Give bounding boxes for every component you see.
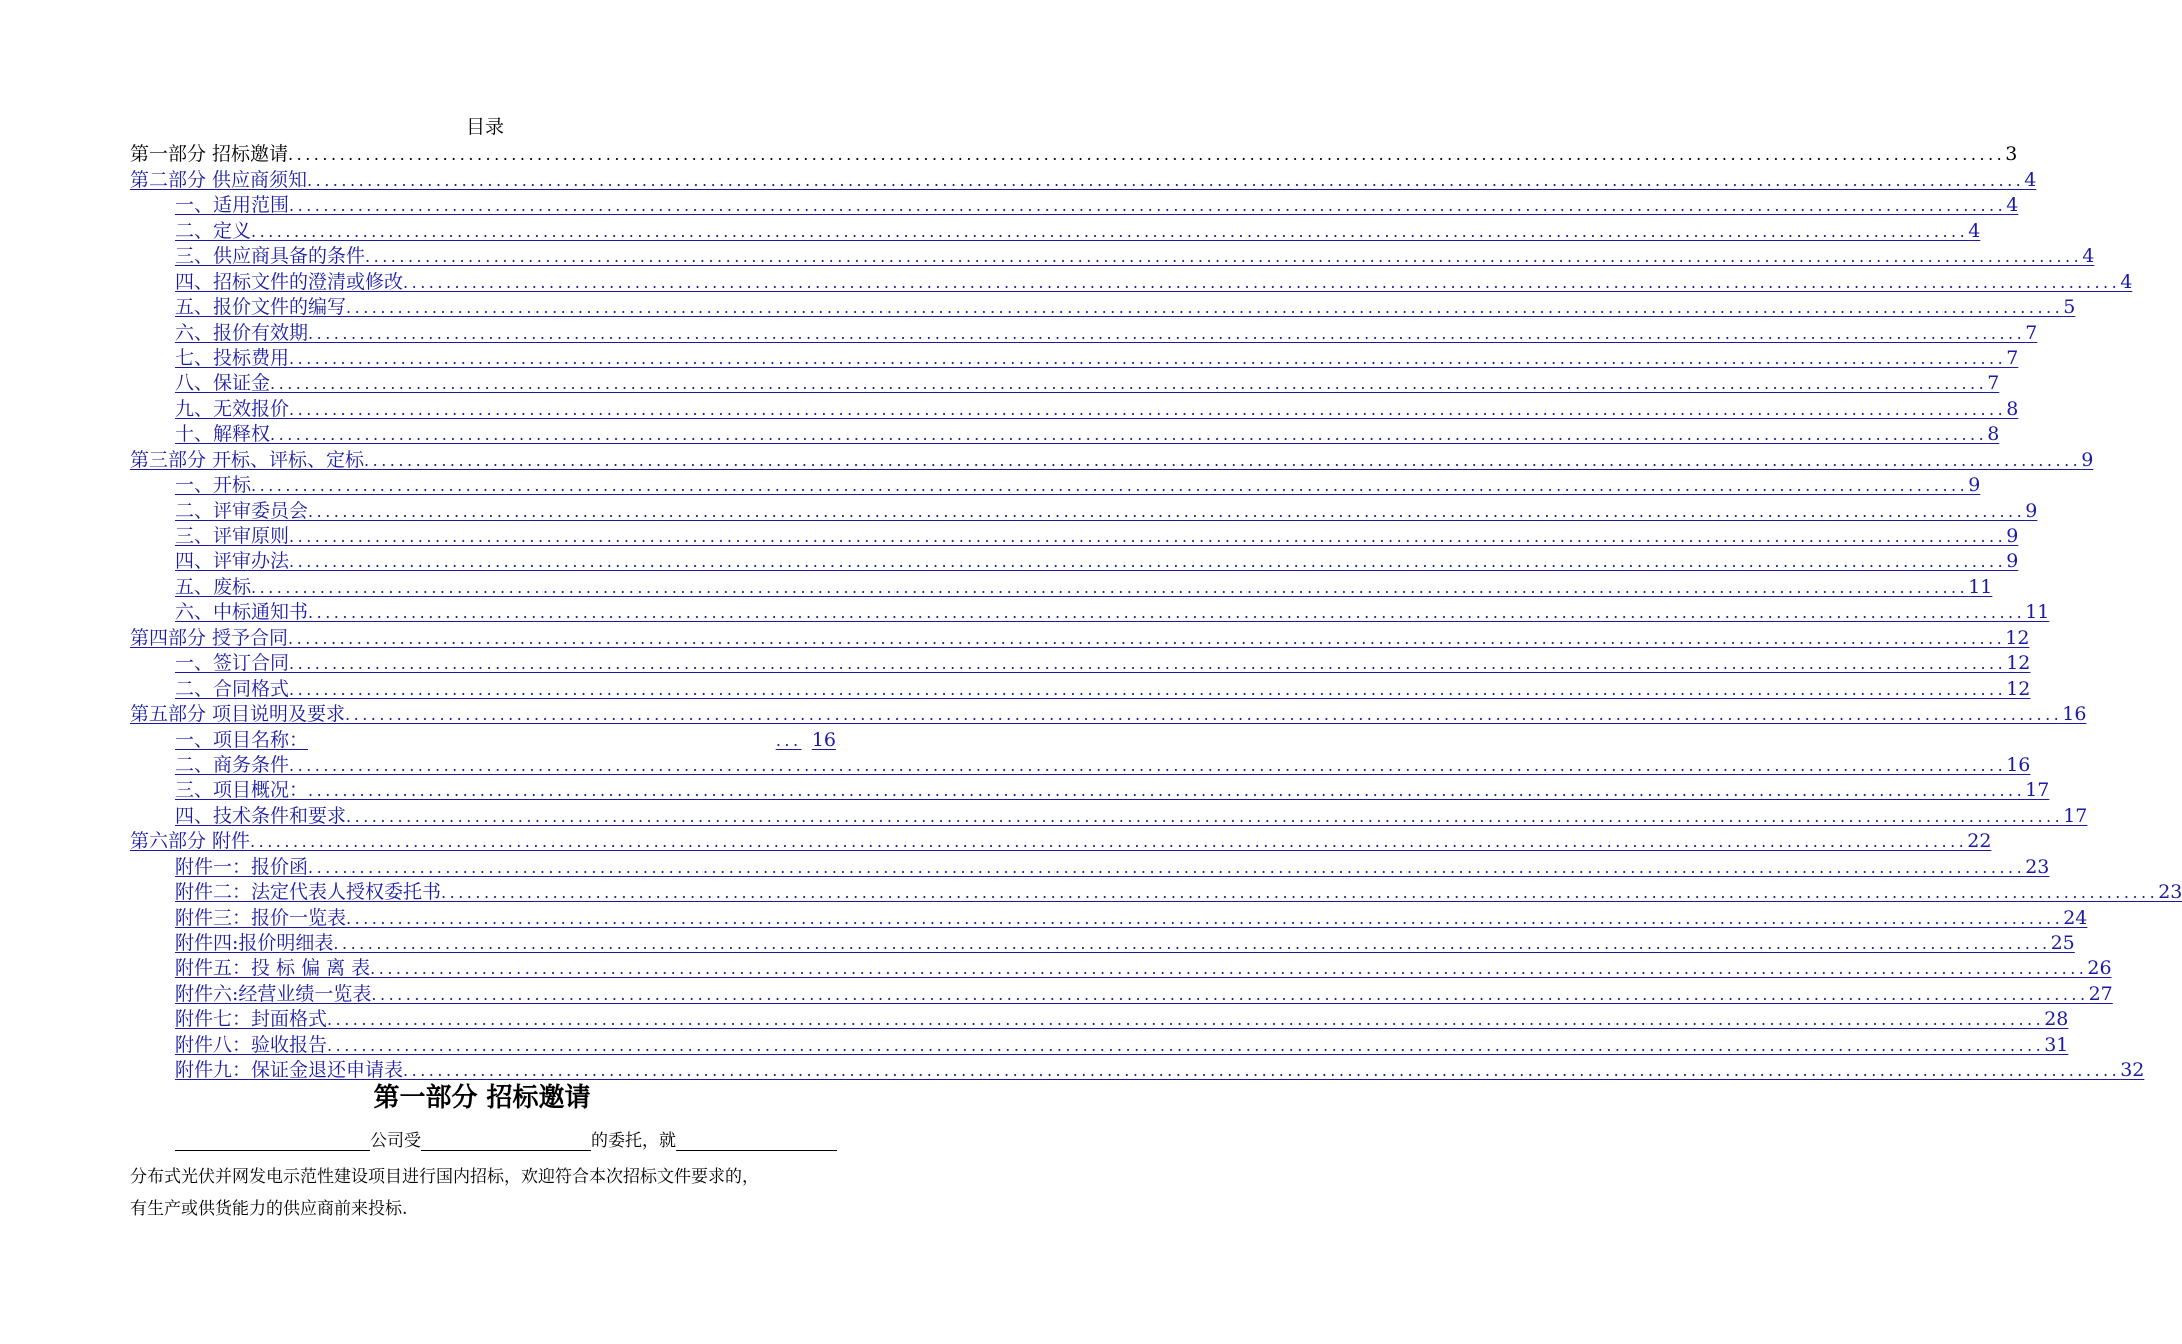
- toc-entry-page: 4: [1968, 219, 1981, 242]
- toc-entry-page: 9: [2006, 525, 2019, 547]
- toc-leader-dots: ........................................................................................................................................................................................................: [327, 1010, 2045, 1030]
- toc-leader-dots: ........................................................................................................................................................................................................: [333, 934, 2051, 953]
- toc-entry-page: 7: [1987, 372, 2000, 395]
- toc-leader-dots: ........................................................................................................................................................................................................: [403, 272, 2121, 292]
- toc-entry-label: 四、评审办法: [175, 550, 290, 573]
- toc-title: 目录: [465, 116, 504, 138]
- table-of-contents: [130, 141, 2182, 1082]
- toc-leader-dots: ........................................................................................................................................................................................................: [346, 298, 2064, 318]
- toc-leader-dots: ........................................................................................................................................................................................................: [370, 959, 2088, 979]
- toc-leader-dots: ........................................................................................................................................................................................................: [371, 984, 2089, 1004]
- toc-entry-page: 12: [2006, 677, 2031, 700]
- toc-leader-dots: ........................................................................................................................................................................................................: [307, 170, 2025, 190]
- toc-leader-dots: ........................................................................................................................................................................................................: [345, 705, 2063, 725]
- toc-entry[interactable]: [130, 904, 2088, 929]
- toc-leader-dots: ........................................................................................................................................................................................................: [403, 1061, 2121, 1081]
- toc-entry-label: 四、招标文件的澄清或修改: [175, 270, 404, 293]
- toc-entry-label: 一、开标: [175, 474, 252, 497]
- toc-entry-label: 第五部分 项目说明及要求: [130, 703, 346, 726]
- toc-entry-label: 二、定义: [175, 219, 252, 242]
- toc-entry[interactable]: [130, 930, 2075, 955]
- toc-entry-label: 七、投标费用: [175, 346, 290, 369]
- toc-entry[interactable]: [130, 675, 2031, 700]
- toc-entry-page: 9: [2006, 550, 2019, 573]
- toc-entry-label: 十、解释权: [175, 423, 271, 446]
- toc-entry-label: 一、适用范围: [175, 194, 290, 217]
- toc-leader-dots: ........................................................................................................................................................................................................: [346, 908, 2064, 928]
- toc-entry-page: 16: [2006, 753, 2031, 776]
- toc-entry-page: 22: [1967, 830, 1992, 853]
- toc-entry-page: 9: [1968, 474, 1981, 497]
- toc-entry-page: 31: [2044, 1033, 2069, 1056]
- toc-entry-label: 附件一：报价函: [175, 855, 309, 878]
- toc-entry-label: 附件九：保证金退还申请表: [175, 1059, 404, 1082]
- toc-leader-dots: ........................................................................................................................................................................................................: [346, 806, 2064, 826]
- toc-entry-page: 8: [1987, 423, 2000, 446]
- toc-entry[interactable]: [130, 472, 1981, 497]
- toc-entry[interactable]: [130, 726, 836, 751]
- toc-entry-page: 16: [2062, 703, 2087, 726]
- toc-entry-label: 三、评审原则: [175, 525, 290, 547]
- toc-entry-label: 附件四:报价明细表: [175, 932, 334, 954]
- toc-entry-label: 二、合同格式: [175, 677, 290, 700]
- toc-leader-dots: ........................................................................................................................................................................................................: [308, 323, 2026, 343]
- toc-entry-label: 二、商务条件: [175, 753, 290, 776]
- toc-entry-label: 五、报价文件的编写: [175, 296, 347, 319]
- toc-entry-label: 四、技术条件和要求: [175, 804, 347, 827]
- invitation-line-1: [175, 1127, 837, 1155]
- toc-entry: [130, 141, 2018, 166]
- invitation-text-entrust: 的委托，就: [591, 1131, 676, 1151]
- toc-entry[interactable]: [130, 497, 2038, 522]
- toc-leader-dots: ........................................................................................................................................................................................................: [288, 145, 2006, 165]
- toc-leader-dots: ........................................................................................................................................................................................................: [365, 247, 2083, 267]
- blank-project-field: [676, 1130, 837, 1151]
- toc-entry-page: 4: [2006, 194, 2019, 217]
- toc-leader-dots: ........................................................................................................................................................................................................: [270, 374, 1988, 394]
- toc-entry-label: 附件五：投 标 偏 离 表: [175, 957, 371, 980]
- toc-entry-page: 12: [2006, 652, 2031, 675]
- invitation-line-2: 分布式光伏并网发电示范性建设项目进行国内招标，欢迎符合本次招标文件要求的，: [130, 1167, 759, 1187]
- toc-entry-label: 三、项目概况：: [175, 779, 309, 802]
- toc-entry-label: 附件六:经营业绩一览表: [175, 982, 372, 1005]
- toc-entry[interactable]: [130, 650, 2031, 675]
- toc-entry-label: 一、签订合同: [175, 652, 290, 675]
- toc-entry-page: 8: [2006, 397, 2019, 420]
- blank-client-field: [421, 1130, 591, 1151]
- toc-entry[interactable]: [130, 319, 2038, 344]
- toc-entry[interactable]: [130, 446, 2094, 471]
- toc-entry-label: 附件二：法定代表人授权委托书: [175, 881, 442, 904]
- toc-entry[interactable]: [130, 523, 2019, 548]
- toc-entry[interactable]: [130, 395, 2019, 420]
- toc-entry-label: 六、中标通知书: [175, 601, 309, 624]
- toc-entry-page: 11: [1968, 575, 1993, 598]
- toc-entry-page: 5: [2063, 296, 2076, 319]
- toc-entry-page: 32: [2120, 1059, 2145, 1082]
- toc-leader-dots: ........................................................................................................................................................................................................: [270, 425, 1988, 445]
- toc-leader-dots: ........................................................................................................................................................................................................: [308, 857, 2026, 877]
- toc-entry[interactable]: [130, 217, 1981, 242]
- toc-entry-page: 28: [2044, 1008, 2069, 1031]
- toc-entry-label: 二、评审委员会: [175, 499, 309, 522]
- toc-entry-label: 一、项目名称：: [175, 728, 309, 751]
- toc-leader-dots: ........................................................................................................................................................................................................: [289, 527, 2007, 546]
- toc-entry[interactable]: [130, 955, 2112, 980]
- toc-leader-dots: ........................................................................................................................................................................................................: [289, 399, 2007, 419]
- toc-entry[interactable]: [130, 879, 2182, 904]
- toc-entry-page: 24: [2063, 906, 2088, 929]
- toc-entry-label: 八、保证金: [175, 372, 271, 395]
- toc-entry[interactable]: [130, 268, 2133, 293]
- toc-entry[interactable]: [130, 752, 2031, 777]
- toc-entry-page: 11: [2025, 601, 2050, 624]
- toc-entry-label: 第一部分 招标邀请: [130, 143, 289, 166]
- toc-entry[interactable]: [130, 294, 2076, 319]
- toc-entry-label: 第三部分 开标、评标、定标: [130, 448, 365, 471]
- toc-entry[interactable]: [130, 573, 1993, 598]
- toc-leader-dots: ........................................................................................................................................................................................................: [288, 628, 2006, 648]
- toc-entry[interactable]: [130, 166, 2037, 191]
- toc-leader-dots: ........................................................................................................................................................................................................: [289, 552, 2007, 572]
- toc-leader-dots: ........................................................................................................................................................................................................: [308, 501, 2026, 521]
- toc-entry-page: 27: [2088, 982, 2113, 1005]
- toc-entry-label: 第二部分 供应商须知: [130, 168, 308, 191]
- toc-leader-dots: ........................................................................................................................................................................................................: [251, 577, 1969, 597]
- toc-entry-page: 23: [2158, 881, 2182, 904]
- toc-entry-label: 附件三：报价一览表: [175, 906, 347, 929]
- toc-leader-dots: ........................................................................................................................................................................................................: [250, 832, 1968, 852]
- toc-entry[interactable]: [130, 243, 2095, 268]
- toc-entry-page: 4: [2082, 245, 2095, 268]
- toc-entry-label: 六、报价有效期: [175, 321, 309, 344]
- toc-entry[interactable]: [130, 345, 2019, 370]
- toc-leader-dots: ........................................................................................................................................................................................................: [289, 654, 2007, 674]
- toc-entry-page: 7: [2006, 346, 2019, 369]
- toc-entry[interactable]: [130, 777, 2050, 802]
- toc-entry[interactable]: [130, 853, 2050, 878]
- toc-entry-label: 第四部分 授予合同: [130, 626, 289, 649]
- toc-entry[interactable]: [130, 192, 2019, 217]
- toc-leader-dots: ........................................................................................................................................................................................................: [327, 1035, 2045, 1055]
- toc-entry[interactable]: [130, 624, 2030, 649]
- toc-entry-page: 26: [2087, 957, 2112, 980]
- toc-leader-dots: ........................................................................................................................................................................................................: [364, 450, 2082, 470]
- toc-entry-page: 9: [2081, 448, 2094, 471]
- toc-leader-dots: ........................................................................................................................................................................................................: [308, 603, 2026, 623]
- toc-leader-dots: ...: [775, 730, 802, 750]
- toc-entry-page: 9: [2025, 499, 2038, 522]
- toc-entry-page: 3: [2005, 143, 2018, 166]
- toc-entry[interactable]: [130, 370, 2000, 395]
- toc-entry-page: 4: [2024, 168, 2037, 191]
- toc-leader-dots: ........................................................................................................................................................................................................: [441, 883, 2159, 903]
- invitation-line-3: 有生产或供货能力的供应商前来投标.: [130, 1199, 408, 1219]
- toc-entry-label: 三、供应商具备的条件: [175, 245, 366, 268]
- toc-entry[interactable]: [130, 802, 2088, 827]
- toc-entry[interactable]: [130, 980, 2113, 1005]
- toc-entry-page: 17: [2063, 804, 2088, 827]
- toc-entry-page: 16: [811, 728, 836, 751]
- toc-entry-label: 附件七：封面格式: [175, 1008, 328, 1031]
- toc-entry[interactable]: [130, 599, 2050, 624]
- section-heading: 第一部分 招标邀请: [373, 1083, 591, 1113]
- toc-leader-dots: ........................................................................................................................................................................................................: [289, 348, 2007, 368]
- blank-company-field: [175, 1130, 370, 1151]
- toc-entry[interactable]: [130, 548, 2019, 573]
- invitation-text-company: 公司受: [370, 1131, 421, 1151]
- toc-entry-page: 4: [2120, 270, 2133, 293]
- toc-entry-label: 五、废标: [175, 575, 252, 598]
- toc-entry[interactable]: [130, 828, 1992, 853]
- toc-entry[interactable]: [130, 701, 2087, 726]
- toc-entry-page: 25: [2050, 932, 2075, 954]
- toc-entry-label: 第六部分 附件: [130, 830, 251, 853]
- toc-entry[interactable]: [130, 421, 2000, 446]
- toc-entry[interactable]: [130, 1006, 2069, 1031]
- toc-leader-dots: ........................................................................................................................................................................................................: [289, 196, 2007, 216]
- toc-entry-page: 12: [2005, 626, 2030, 649]
- toc-entry[interactable]: [130, 1031, 2069, 1056]
- toc-leader-dots: ........................................................................................................................................................................................................: [289, 679, 2007, 699]
- toc-entry-page: 17: [2025, 779, 2050, 802]
- toc-entry-page: 7: [2025, 321, 2038, 344]
- toc-entry-page: 23: [2025, 855, 2050, 878]
- toc-leader-dots: ........................................................................................................................................................................................................: [289, 755, 2007, 775]
- toc-leader-dots: ........................................................................................................................................................................................................: [308, 781, 2026, 801]
- toc-leader-dots: ........................................................................................................................................................................................................: [251, 476, 1969, 496]
- toc-entry-label: 九、无效报价: [175, 397, 290, 420]
- toc-leader-dots: ........................................................................................................................................................................................................: [251, 221, 1969, 241]
- toc-entry-label: 附件八：验收报告: [175, 1033, 328, 1056]
